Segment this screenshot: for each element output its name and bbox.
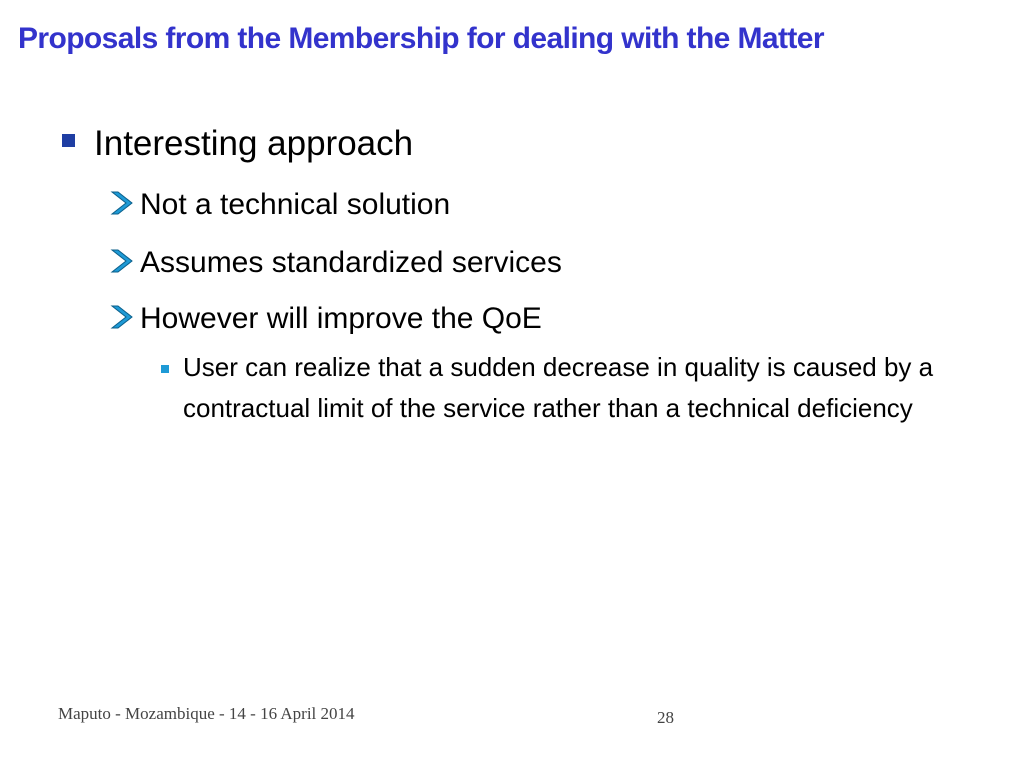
sub-bullet-text: However will improve the QoE bbox=[140, 302, 542, 335]
slide-title: Proposals from the Membership for dealing with the Matter bbox=[18, 22, 824, 55]
sub-bullet-text: Not a technical solution bbox=[140, 188, 451, 221]
bullet-interesting-approach bbox=[62, 122, 413, 166]
arrow-bullet-icon bbox=[110, 244, 138, 274]
sub-bullet-improve-qoe bbox=[110, 300, 542, 338]
sub-sub-bullet-text: User can realize that a sudden decrease in quality is caused by a contractual limit of the service rather than a technical deficiency bbox=[183, 352, 934, 423]
footer-event: Maputo - Mozambique - 14 - 16 April 2014 bbox=[58, 704, 355, 723]
page-number: 28 bbox=[657, 708, 674, 727]
small-square-bullet-icon bbox=[161, 365, 169, 373]
arrow-bullet-icon bbox=[110, 300, 138, 330]
sub-bullet-standardized-services bbox=[110, 244, 562, 282]
sub-bullet-text: Assumes standardized services bbox=[140, 246, 562, 279]
sub-sub-bullet-user-realize bbox=[161, 354, 981, 429]
arrow-bullet-icon bbox=[110, 186, 138, 216]
square-bullet-icon bbox=[62, 134, 75, 147]
bullet-text: Interesting approach bbox=[94, 124, 414, 163]
sub-bullet-not-technical bbox=[110, 186, 450, 224]
